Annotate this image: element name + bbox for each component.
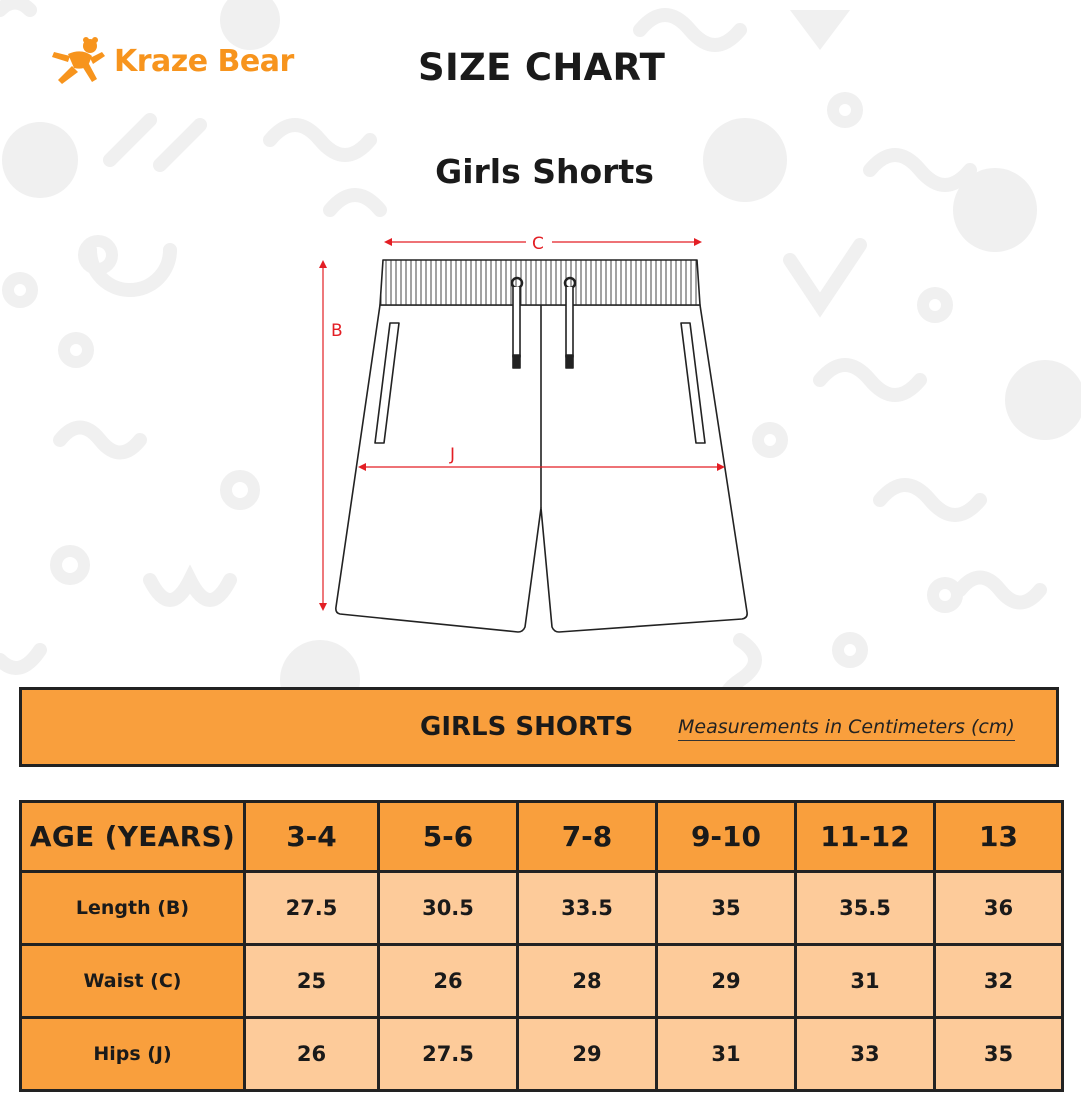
row-label: Hips (J) (21, 1018, 245, 1091)
table-cell: 29 (518, 1018, 657, 1091)
row-label: Length (B) (21, 872, 245, 945)
banner-title: GIRLS SHORTS (420, 712, 634, 742)
hips-label: J (450, 445, 456, 465)
age-column-header: 7-8 (518, 802, 657, 872)
table-cell: 29 (657, 945, 796, 1018)
length-label: B (331, 321, 343, 341)
table-cell: 36 (935, 872, 1063, 945)
table-cell: 32 (935, 945, 1063, 1018)
shorts-outline (336, 260, 747, 632)
age-column-header: 5-6 (379, 802, 518, 872)
table-cell: 31 (657, 1018, 796, 1091)
table-cell: 30.5 (379, 872, 518, 945)
age-column-header: 9-10 (657, 802, 796, 872)
table-cell: 27.5 (245, 872, 379, 945)
running-bear-icon (50, 36, 108, 86)
table-cell: 33 (796, 1018, 935, 1091)
shorts-diagram (300, 225, 760, 645)
age-column-header: 3-4 (245, 802, 379, 872)
table-banner (19, 687, 1059, 767)
table-row (21, 945, 1063, 1018)
table-cell: 26 (245, 1018, 379, 1091)
age-column-header: 11-12 (796, 802, 935, 872)
table-cell: 35 (657, 872, 796, 945)
row-label: Waist (C) (21, 945, 245, 1018)
age-column-header: 13 (935, 802, 1063, 872)
waist-label: C (532, 234, 544, 254)
table-row (21, 872, 1063, 945)
table-header-row (21, 802, 1063, 872)
measurement-unit-note: Measurements in Centimeters (cm) (678, 716, 1015, 741)
table-cell: 31 (796, 945, 935, 1018)
age-header: AGE (YEARS) (21, 802, 245, 872)
table-cell: 28 (518, 945, 657, 1018)
product-title: Girls Shorts (435, 152, 654, 191)
brand-logo (50, 36, 294, 86)
brand-name: Kraze Bear (114, 43, 294, 79)
page-title: SIZE CHART (418, 46, 666, 89)
table-row (21, 1018, 1063, 1091)
table-cell: 35.5 (796, 872, 935, 945)
table-cell: 33.5 (518, 872, 657, 945)
table-cell: 26 (379, 945, 518, 1018)
size-table (19, 800, 1064, 1092)
table-cell: 27.5 (379, 1018, 518, 1091)
table-cell: 25 (245, 945, 379, 1018)
table-cell: 35 (935, 1018, 1063, 1091)
